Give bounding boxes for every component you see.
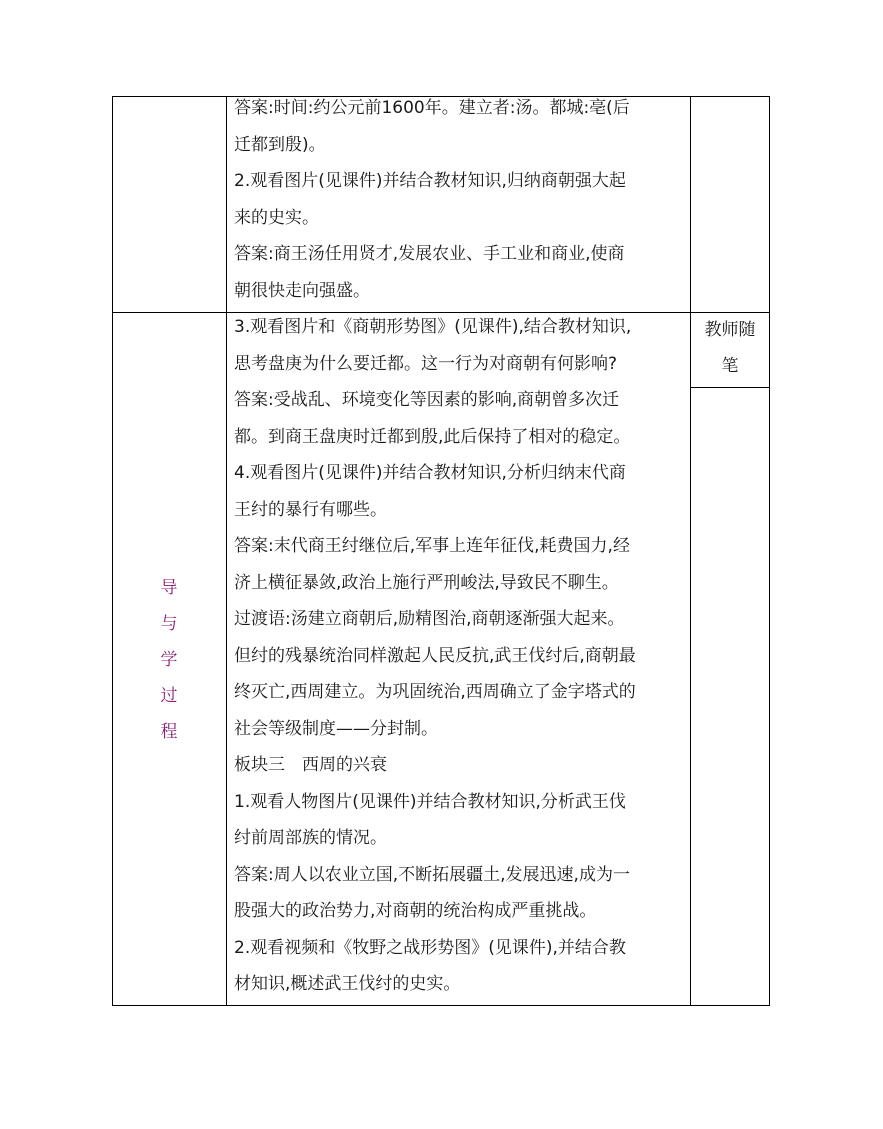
teacher-notes-heading [691,312,769,384]
text-line: 股强大的政治势力,对商朝的统治构成严重挑战。 [234,901,597,921]
section-label-guided-learning [112,570,226,750]
teacher-notes-heading-line: 笔 [721,356,739,376]
section-label-char: 过 [160,686,178,706]
text-line: 2.观看视频和《牧野之战形势图》(见课件),并结合教 [234,937,626,958]
table-divider-right [690,96,691,1006]
section-label-char: 学 [160,650,178,670]
text-line: 迁都到殷)。 [234,134,326,155]
text-line: 1.观看人物图片(见课件)并结合教材知识,分析武王伐 [234,791,626,812]
text-line: 答案:周人以农业立国,不断拓展疆土,发展迅速,成为一 [234,864,630,885]
section-label-char: 程 [160,722,178,742]
section-heading: 板块三 西周的兴衰 [234,755,387,775]
row2-content [234,309,686,1003]
text-line: 答案:受战乱、环境变化等因素的影响,商朝曾多次迁 [234,390,620,410]
text-line: 答案:末代商王纣继位后,军事上连年征伐,耗费国力,经 [234,536,630,556]
text-line: 济上横征暴敛,政治上施行严刑峻法,导致民不聊生。 [234,572,619,593]
section-label-char: 与 [160,614,178,634]
text-line: 终灭亡,西周建立。为巩固统治,西周确立了金字塔式的 [234,682,636,702]
teacher-notes-heading-line: 教师随 [704,320,756,340]
text-line: 2.观看图片(见课件)并结合教材知识,归纳商朝强大起 [234,171,626,191]
text-line: 材知识,概述武王伐纣的史实。 [234,974,461,994]
text-line: 但纣的残暴统治同样激起人民反抗,武王伐纣后,商朝最 [234,645,636,666]
table-border-left [112,96,113,1006]
text-line: 过渡语:汤建立商朝后,励精图治,商朝逐渐强大起来。 [234,609,625,629]
text-line: 社会等级制度——分封制。 [234,718,438,739]
text-line: 王纣的暴行有哪些。 [234,499,387,520]
text-line: 来的史实。 [234,207,319,228]
table-border-bottom [112,1005,770,1006]
row1-content [234,90,686,309]
text-line: 朝很快走向强盛。 [234,280,370,301]
section-label-char: 导 [160,578,178,598]
text-line: 3.观看图片和《商朝形势图》(见课件),结合教材知识, [234,317,632,337]
text-line: 4.观看图片(见课件)并结合教材知识,分析归纳末代商 [234,463,626,483]
notes-cell-divider [690,387,770,388]
text-line: 思考盘庚为什么要迁都。这一行为对商朝有何影响? [234,353,618,374]
text-line: 答案:时间:约公元前1600年。建立者:汤。都城:亳(后 [234,98,630,118]
text-line: 纣前周部族的情况。 [234,828,387,848]
table-divider-left [226,96,227,1006]
text-line: 答案:商王汤任用贤才,发展农业、手工业和商业,使商 [234,244,625,264]
table-border-right [769,96,770,1006]
text-line: 都。到商王盘庚时迁都到殷,此后保持了相对的稳定。 [234,426,631,447]
